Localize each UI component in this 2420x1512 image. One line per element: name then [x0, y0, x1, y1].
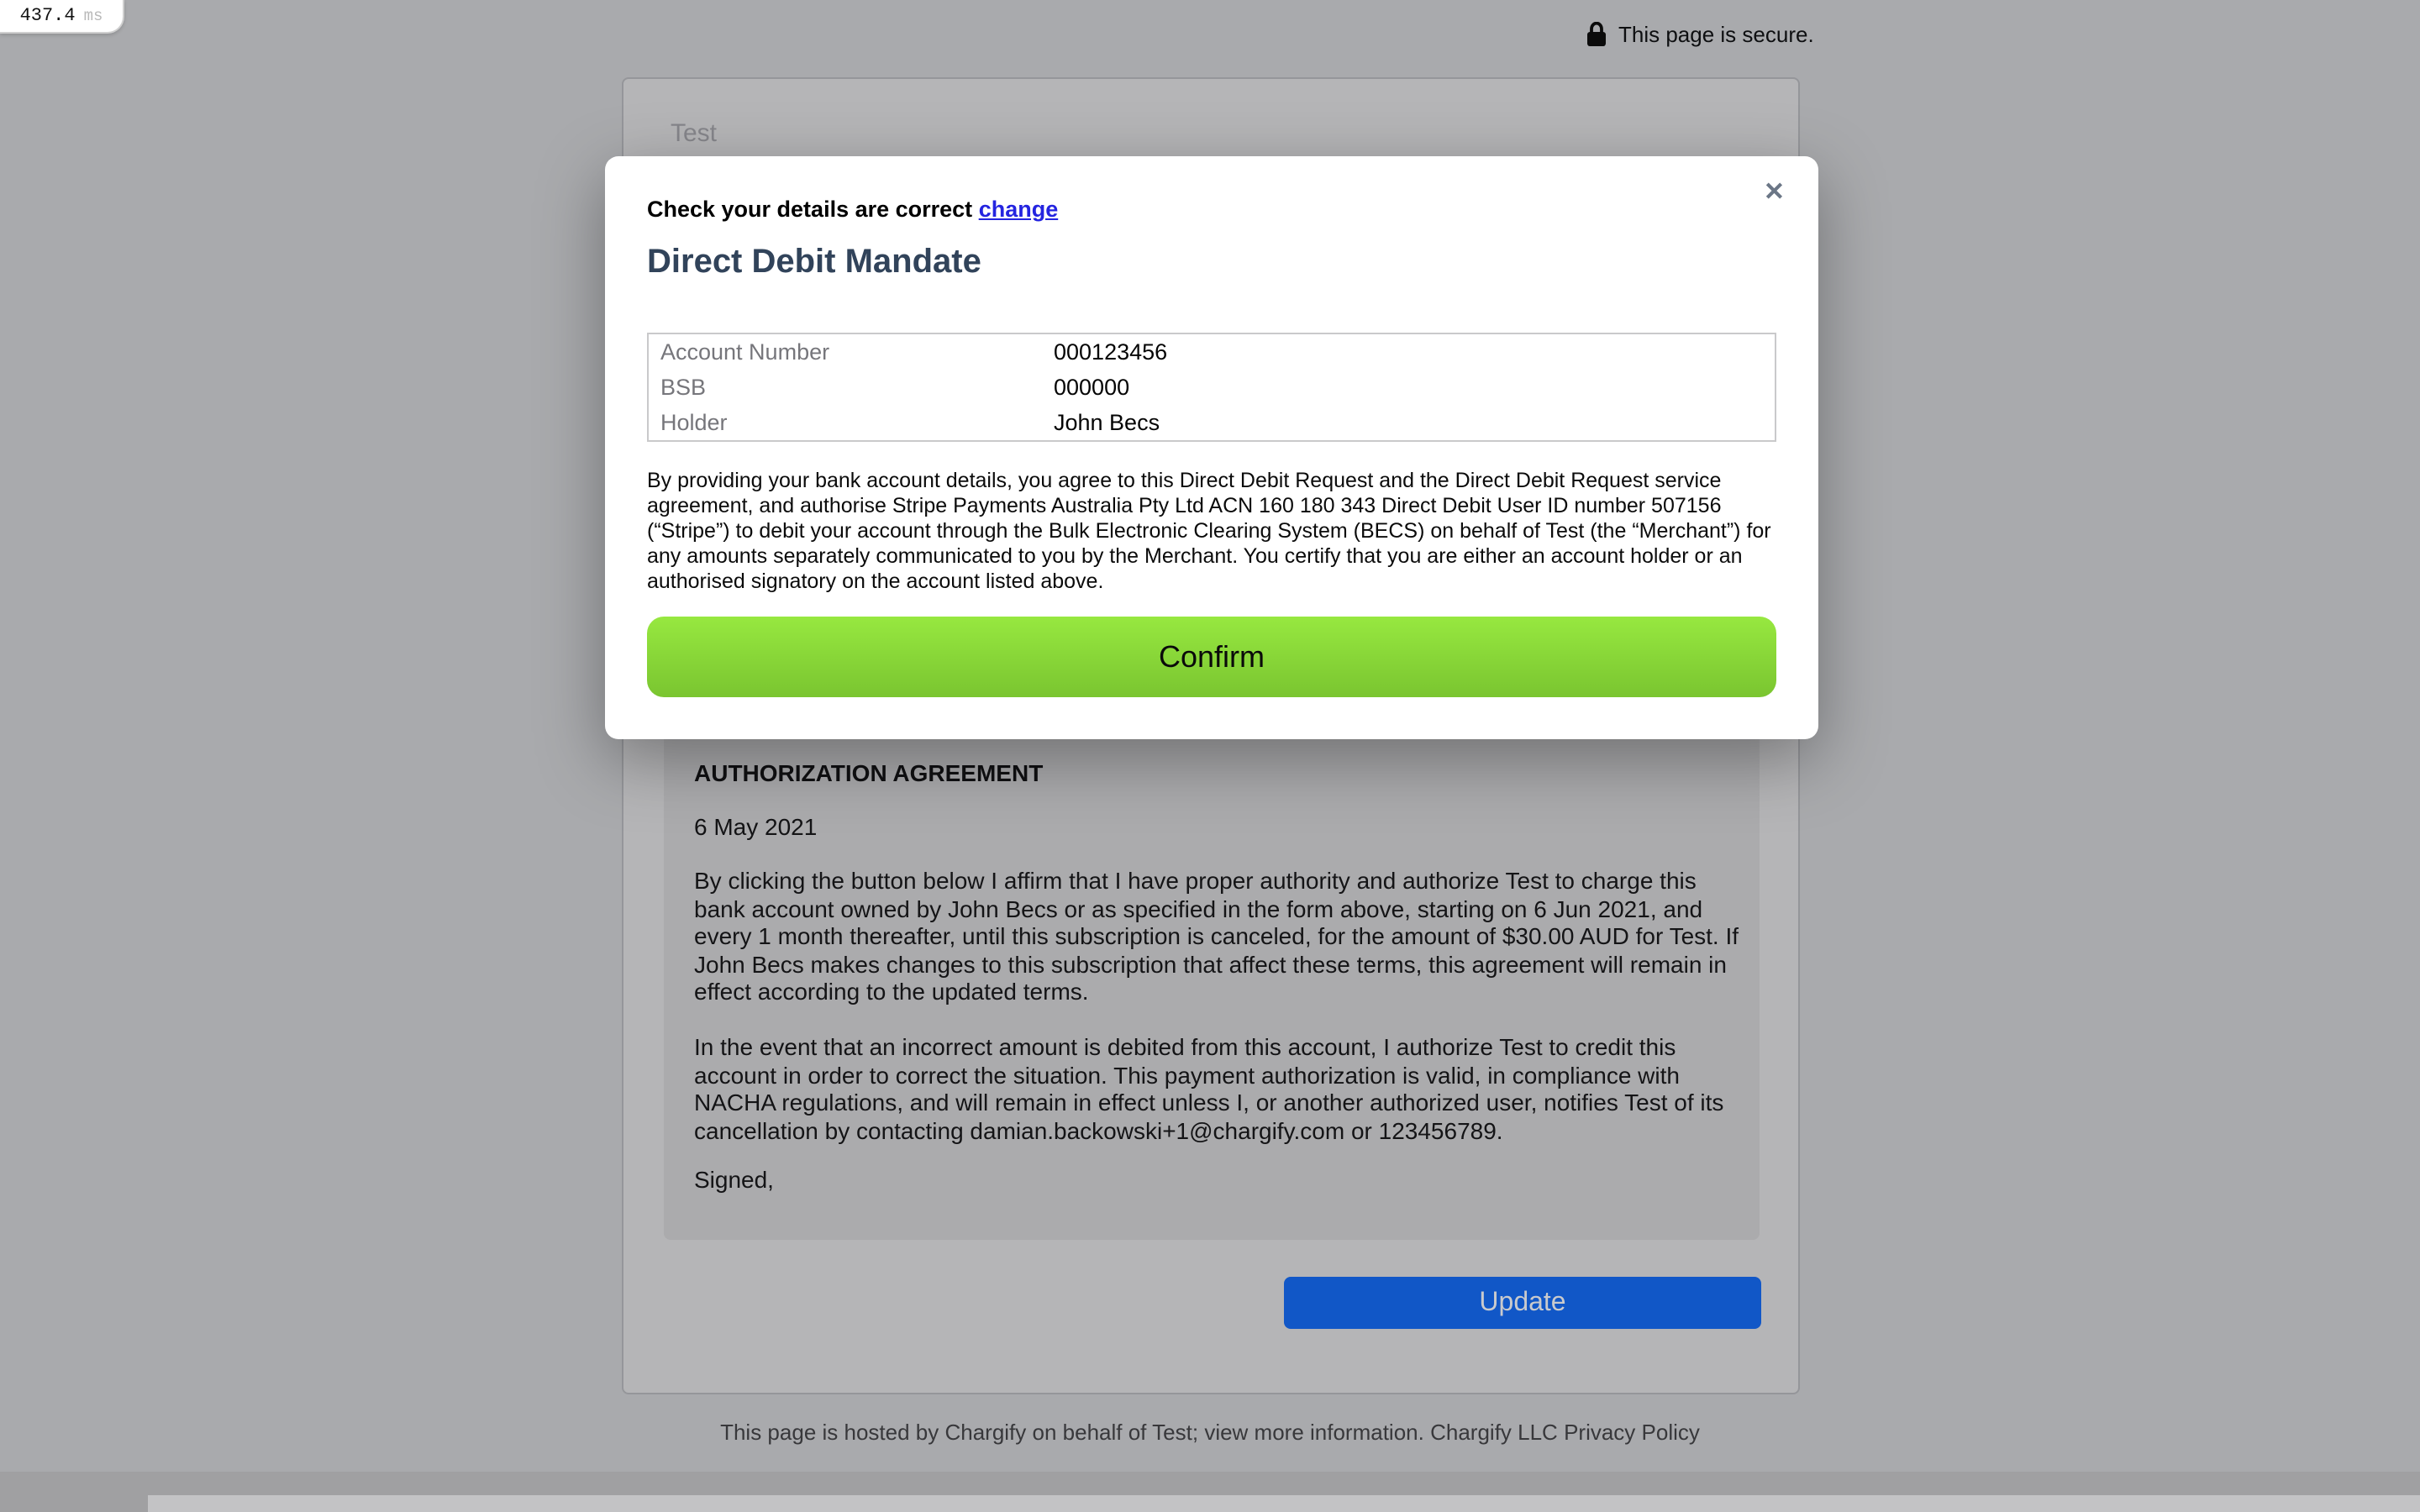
confirm-button[interactable]: Confirm — [647, 617, 1776, 697]
agreement-date: 6 May 2021 — [694, 813, 818, 840]
footer-note — [0, 1420, 2420, 1445]
table-row — [649, 405, 1775, 440]
lock-icon — [1586, 22, 1607, 47]
agreement-heading: AUTHORIZATION AGREEMENT — [694, 759, 1044, 786]
privacy-policy-link[interactable]: Privacy Policy — [1564, 1420, 1700, 1445]
agreement-paragraph-2: In the event that an incorrect amount is debited from this account, I authorize Test to credit this account in order to correct the situation. This payment authorization is valid, in compliance with NACHA regulations, and will remain in effect unless I, or another authorized user, notifies Test of its cancellation by contacting damian.backowski+1@chargify.com or 123456789. — [694, 1033, 1724, 1143]
horizontal-scrollbar-track[interactable] — [148, 1495, 2420, 1512]
mandate-legal-text: By providing your bank account details, you agree to this Direct Debit Request and the Direct Debit Request service agreement, and authorise Stripe Payments Australia Pty Ltd ACN 160 180 343 Direct Debit User ID number 507156 (“Stripe”) to debit your account through the Bulk Electronic Clearing System (BECS) on behalf of Test (the “Merchant”) for any amounts separately communicated to you by the Merchant. You certify that you are either an account holder or an authorised signatory on the account listed above. — [647, 469, 1771, 593]
bsb-value: 000000 — [1054, 375, 1130, 400]
table-row — [649, 334, 1775, 370]
direct-debit-mandate-modal — [605, 156, 1818, 739]
secure-notice-text: This page is secure. — [1618, 22, 1814, 47]
bsb-label: BSB — [660, 375, 707, 400]
change-link[interactable]: change — [978, 197, 1059, 222]
performance-unit: ms — [83, 7, 103, 25]
footer-company-text: Chargify LLC — [1423, 1420, 1565, 1445]
update-button[interactable]: Update — [1284, 1277, 1761, 1329]
view-more-information-link[interactable]: view more information. — [1204, 1420, 1424, 1445]
performance-badge — [0, 0, 124, 34]
merchant-title: Test — [671, 119, 718, 148]
bank-details-table — [647, 333, 1776, 442]
signed-label: Signed, — [694, 1166, 774, 1193]
account-number-value: 000123456 — [1054, 339, 1168, 365]
holder-label: Holder — [660, 410, 728, 435]
check-details-text — [647, 197, 1058, 222]
holder-value: John Becs — [1054, 410, 1160, 435]
modal-title: Direct Debit Mandate — [647, 244, 981, 281]
performance-value: 437.4 — [19, 6, 76, 26]
close-icon[interactable]: ✕ — [1757, 176, 1791, 208]
table-row — [649, 370, 1775, 405]
account-number-label: Account Number — [660, 339, 830, 365]
footer-hosted-text: This page is hosted by Chargify on behalf of Test; — [720, 1420, 1205, 1445]
secure-notice — [1586, 22, 1814, 47]
agreement-paragraph-1: By clicking the button below I affirm that I have proper authority and authorize Test to charge this bank account owned by John Becs or as specified in the form above, starting on 6 Jun 2021, and every 1 month thereafter, until this subscription is canceled, for the amount of $30.00 AUD for Test. If John Becs makes changes to this subscription that affect these terms, this agreement will remain in effect according to the updated terms. — [694, 867, 1739, 1005]
check-details-label: Check your details are correct — [647, 197, 979, 222]
